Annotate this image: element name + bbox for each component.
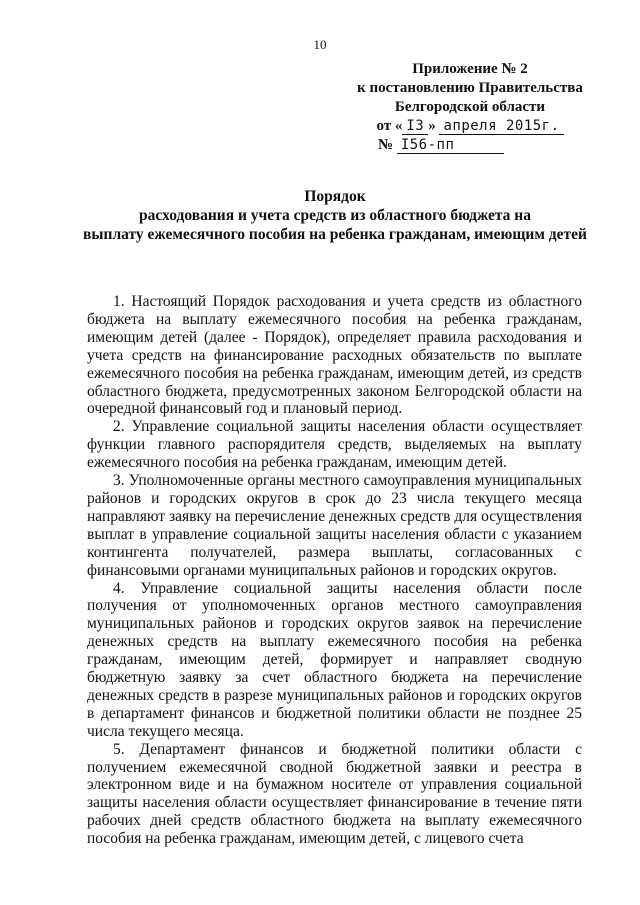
appendix-title: Приложение № 2 [412, 61, 528, 77]
document-body [87, 293, 582, 848]
date-month-year-handwritten: апреля 2015г. [439, 118, 563, 135]
appendix-date-line [330, 117, 610, 136]
paragraph-5: 5. Департамент финансов и бюджетной политики области с получением ежемесячной сводной бюджетной заявки и реестра в электронном виде и на бумажном носителе от управления социальной защиты населения области осуществляет финансирование в течение пяти рабочих дней средств областного бюджета на выплату ежемесячного пособия на ребенка гражданам, имеющим детей, с лицевого счета [87, 740, 582, 848]
appendix-decree-line: к постановлению Правительства [357, 80, 583, 96]
number-value-handwritten: I56-пп [397, 137, 505, 154]
title-line-2: расходования и учета средств из областного бюджета на [139, 207, 531, 224]
page-number: 10 [313, 37, 327, 52]
title-line-3: выплату ежемесячного пособия на ребенка гражданам, имеющим детей [83, 226, 587, 243]
paragraph-3: 3. Уполномоченные органы местного самоуправления муниципальных районов и городских округов в срок до 23 числа текущего месяца направляют заявку на перечисление денежных средств для осуществления выплат в управление социальной защиты населения области с указанием контингента получателей, размера выплаты, согласованных с финансовыми органами муниципальных районов и городских округов. [87, 472, 582, 579]
appendix-header [330, 60, 610, 155]
number-prefix: № [378, 137, 394, 153]
title-line-1: Порядок [304, 188, 366, 205]
paragraph-4: 4. Управление социальной защиты населения области после получения от уполномоченных органов местного самоуправления муниципальных районов и городских округов заявок на перечисление денежных средств на выплату ежемесячного пособия на ребенка гражданам, имеющим детей, формирует и направляет сводную бюджетную заявку за счет областного бюджета на перечисление денежных средств в разрезе муниципальных районов и городских округов в департамент финансов и бюджетной политики области не позднее 25 числа текущего месяца. [87, 579, 582, 740]
document-title [60, 187, 610, 244]
appendix-number-line [330, 136, 610, 155]
paragraph-2: 2. Управление социальной защиты населения области осуществляет функции главного распорядителя средств, выделяемых на выплату ежемесячного пособия на ребенка гражданам, имеющим детей. [87, 418, 582, 472]
date-mid: » [428, 118, 436, 134]
paragraph-1: 1. Настоящий Порядок расходования и учета средств из областного бюджета на выплату ежемесячного пособия на ребенка гражданам, имеющим детей (далее - Порядок), определяет правила расходования и учета средств на финансирование расходных обязательств по выплате ежемесячного пособия на ребенка гражданам, имеющим детей, из средств областного бюджета, предусмотренных законом Белгородской области на очередной финансовый год и плановый период. [87, 293, 582, 418]
appendix-region-line: Белгородской области [394, 99, 546, 115]
date-day-handwritten: I3 [402, 118, 428, 135]
date-prefix: от « [376, 118, 403, 134]
